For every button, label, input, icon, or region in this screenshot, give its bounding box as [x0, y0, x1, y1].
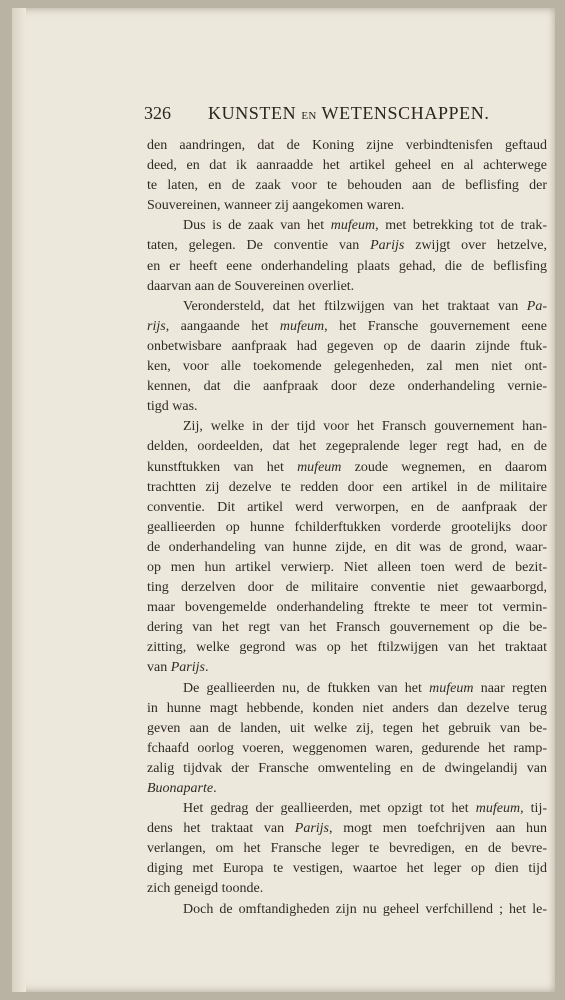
italic-text: mufeum [429, 680, 474, 696]
text-segment: , tij- [520, 801, 547, 817]
page-number: 326 [144, 103, 171, 123]
text-segment: , met betrekking tot de trak- [375, 218, 547, 234]
italic-text: mufeum [279, 318, 325, 334]
text-line [147, 658, 547, 678]
text-segment: conventie. Dit artikel werd verworpen, en de aanfpraak der [147, 499, 547, 515]
italic-text: Pa- [526, 298, 547, 314]
running-title-en: EN [301, 110, 317, 122]
text-segment: . [204, 660, 209, 676]
text-segment: maar bovengemelde onderhandeling ftrekte te meer tot vermin- [147, 600, 547, 616]
text-segment: deed, en dat ik aanraadde het artikel geheel en al achterwege [147, 158, 547, 174]
text-segment: zitting, welke gegrond was op het ftilzwijgen van het traktaat [147, 640, 547, 656]
text-segment: . [213, 781, 217, 796]
text-segment: taten, gelegen. De conventie van [147, 238, 371, 254]
italic-text: Parijs [294, 821, 330, 837]
text-line [147, 839, 547, 859]
text-segment: naar regten [473, 680, 547, 696]
text-segment: in hunne magt hebbende, konden niet anders dan dezelve terug [147, 700, 547, 716]
text-segment: den aandringen, dat de Koning zijne verbindtenisfen geftaud [147, 138, 547, 153]
text-segment: trachtten zij dezelve te redden door een artikel in de militaire [147, 479, 547, 495]
text-line [147, 598, 547, 618]
text-line [147, 538, 547, 558]
text-line [147, 357, 547, 377]
text-segment: ken, voor alle toekomende gelegenheden, zal men niet ont- [147, 359, 547, 375]
text-line [147, 277, 547, 297]
text-line [147, 478, 547, 498]
italic-text: Parijs [370, 238, 405, 254]
text-segment: ting derzelven door de militaire conventie niet gewaarborgd, [147, 580, 547, 596]
text-line [147, 558, 547, 578]
book-page [12, 8, 555, 992]
italic-text: Buonaparte [147, 781, 214, 796]
text-line [147, 900, 547, 920]
text-line [147, 236, 547, 256]
text-segment: delden, oordeelden, dat het zegepralende leger regt had, en de [147, 439, 547, 455]
text-segment: Verondersteld, dat het ftilzwijgen van het traktaat van [183, 298, 527, 314]
text-line [147, 417, 547, 437]
body-text [147, 136, 547, 920]
text-segment: , mogt men toefchrijven aan hun [329, 821, 547, 837]
text-segment: dering van het regt van het Fransch gouvernement op die be- [147, 620, 547, 636]
text-line [147, 437, 547, 457]
text-segment: en er heeft eene onderhandeling plaats gehad, die de beflisfing [147, 258, 547, 274]
text-line [147, 779, 547, 799]
text-line [147, 578, 547, 598]
text-line [147, 136, 547, 156]
italic-text: mufeum [475, 801, 521, 817]
running-title-part-2: WETENSCHAPPEN. [316, 103, 490, 123]
text-line [147, 297, 547, 317]
text-line [147, 518, 547, 538]
text-line [147, 719, 547, 739]
text-line [147, 879, 547, 899]
text-segment: geven aan de landen, uit welke zij, tegen het gebruik van be- [147, 720, 547, 736]
running-title [208, 103, 489, 124]
text-line [147, 337, 547, 357]
text-segment: zalig tijdvak der Fransche omwenteling en de dwingelandij van [147, 760, 547, 776]
text-segment: op men hun artikel verwierp. Niet alleen toen werd de bezit- [147, 559, 547, 575]
text-segment: de onderhandeling van hunne zijde, en dit was de grond, waar- [147, 539, 547, 555]
text-segment: onbetwisbare aanfpraak had gegeven op de daarin zijnde ftuk- [147, 338, 547, 354]
text-segment: zwijgt over hetzelve, [404, 238, 547, 254]
text-line [147, 859, 547, 879]
text-line [147, 156, 547, 176]
page-gutter [12, 8, 26, 992]
text-line [147, 377, 547, 397]
text-line [147, 216, 547, 236]
text-segment: dens het traktaat van [147, 821, 295, 837]
italic-text: rijs [147, 318, 166, 334]
text-line [147, 196, 547, 216]
text-segment: , het Fransche gouvernement eene [324, 318, 547, 334]
text-line [147, 799, 547, 819]
italic-text: mufeum [297, 459, 342, 475]
text-segment: geallieerden op hunne fchilderftukken vorderde grootelijks door [147, 519, 547, 535]
text-segment: diging met Europa te vestigen, waartoe het leger op dien tijd [147, 861, 547, 877]
text-segment: zoude wegnemen, en daarom [341, 459, 547, 475]
text-line [147, 257, 547, 277]
italic-text: Parijs [170, 660, 205, 676]
text-segment: kennen, dat die aanfpraak door deze onderhandeling vernie- [147, 379, 547, 395]
text-segment: kunstftukken van het [147, 459, 298, 475]
text-line [147, 176, 547, 196]
text-segment: van [147, 660, 171, 676]
text-line [147, 317, 547, 337]
text-segment: , aangaande het [165, 318, 280, 334]
text-line [147, 819, 547, 839]
running-header [144, 103, 489, 127]
running-title-part-1: KUNSTEN [208, 103, 302, 123]
text-line [147, 739, 547, 759]
text-line [147, 498, 547, 518]
text-segment: Souvereinen, wanneer zij aangekomen waren. [147, 198, 405, 214]
text-segment: tigd was. [147, 399, 198, 415]
italic-text: mufeum [330, 218, 376, 234]
text-segment: Zij, welke in der tijd voor het Fransch gouvernement han- [183, 419, 547, 435]
text-line [147, 458, 547, 478]
text-segment: Dus is de zaak van het [183, 218, 331, 234]
text-line [147, 638, 547, 658]
text-segment: fchaafd oorlog voeren, weggenomen waren, gedurende het ramp- [147, 740, 547, 756]
text-segment: De geallieerden nu, de ftukken van het [183, 680, 430, 696]
text-line [147, 618, 547, 638]
text-segment: Doch de omftandigheden zijn nu geheel verfchillend ; het le- [183, 901, 547, 917]
text-line [147, 699, 547, 719]
text-segment: daarvan aan de Souvereinen overliet. [147, 278, 355, 294]
text-line [147, 397, 547, 417]
text-segment: Het gedrag der geallieerden, met opzigt tot het [183, 801, 476, 817]
text-segment: zich geneigd toonde. [147, 881, 264, 897]
text-line [147, 759, 547, 779]
text-segment: te laten, en de zaak voor te behouden aan de beflisfing der [147, 178, 547, 194]
text-line [147, 679, 547, 699]
text-segment: verlangen, om het Fransche leger te bevredigen, en de bevre- [147, 841, 547, 857]
